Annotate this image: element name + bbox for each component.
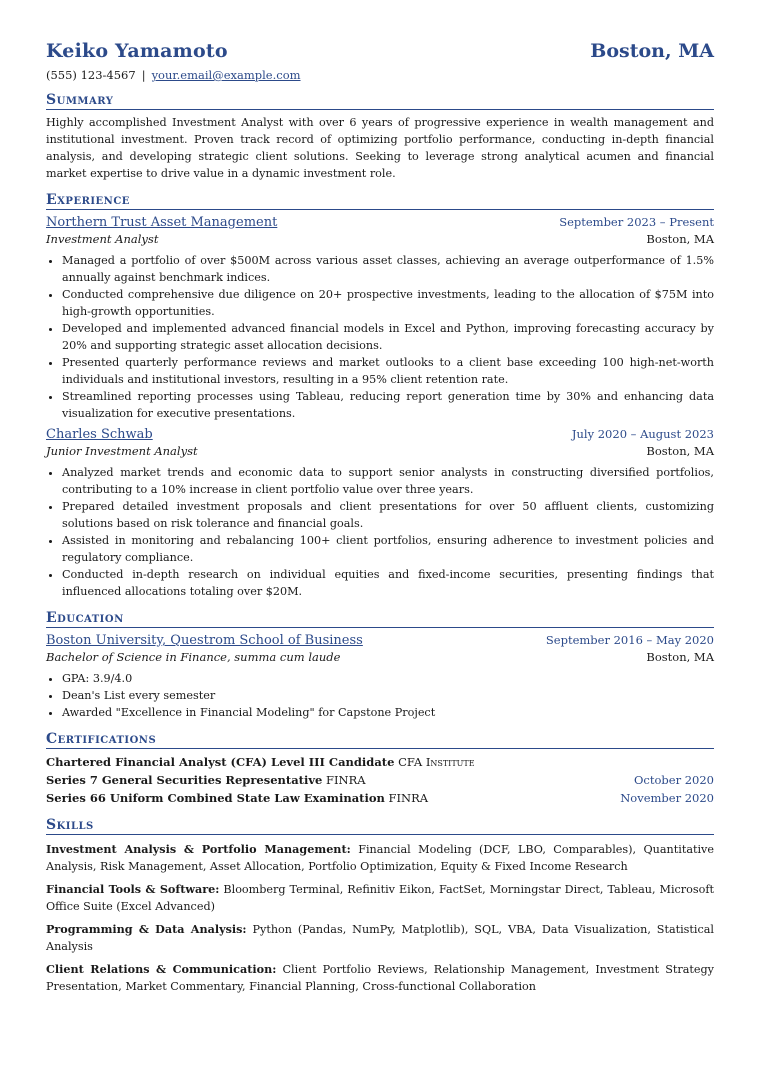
bullet-item: • Analyzed market trends and economic data to support senior analysts in constructing diversified portfolios, contributing to a 10% increase in client portfolio value over three years. [62, 464, 714, 498]
company-name[interactable]: Northern Trust Asset Management [46, 215, 278, 230]
education-bullets [46, 670, 714, 721]
certification-date: October 2020 [633, 773, 714, 787]
certification-date: November 2020 [620, 791, 714, 805]
bullet-item: • Conducted in-depth research on individual equities and fixed-income securities, presenting findings that influenced allocations totaling over $20M. [62, 566, 714, 600]
education-entry [46, 632, 714, 721]
email-link[interactable]: your.email@example.com [151, 68, 301, 82]
job-location: Boston, MA [646, 444, 714, 458]
bullet-item: • Awarded "Excellence in Financial Modeling" for Capstone Project [62, 704, 714, 721]
skill-group [46, 881, 714, 915]
certification-item [46, 789, 714, 807]
bullet-item: • Managed a portfolio of over $500M across various asset classes, achieving an average outperformance of 1.5% annually against benchmark indices. [62, 252, 714, 286]
education-dates: September 2016 – May 2020 [545, 633, 714, 647]
section-title-experience: Experience [46, 192, 714, 210]
certification-item [46, 753, 714, 771]
school-name[interactable]: Boston University, Questrom School of Business [46, 633, 363, 648]
candidate-location: Boston, MA [590, 40, 714, 62]
section-title-certifications: Certifications [46, 731, 714, 749]
bullet-item: • Conducted comprehensive due diligence on 20+ prospective investments, leading to the allocation of $75M into high-growth opportunities. [62, 286, 714, 320]
contact-separator: | [141, 68, 146, 82]
bullet-item: • GPA: 3.9/4.0 [62, 670, 714, 687]
skill-label: Investment Analysis & Portfolio Management: [46, 842, 351, 856]
job-dates: July 2020 – August 2023 [571, 427, 714, 441]
certification-issuer: FINRA [325, 773, 366, 787]
company-name[interactable]: Charles Schwab [46, 427, 153, 442]
certification-item [46, 771, 714, 789]
section-title-education: Education [46, 610, 714, 628]
skill-text: Python (Pandas, NumPy, Matplotlib), SQL, VBA, Data Visualization, Statistical Analysis [46, 923, 715, 953]
job-bullets [46, 464, 714, 600]
job-entry [46, 426, 714, 600]
job-role: Investment Analyst [46, 232, 159, 246]
skill-text: Client Portfolio Reviews, Relationship Management, Investment Strategy Presentation, Market Commentary, Financial Planning, Cross-functional Collaboration [46, 963, 714, 993]
skill-group [46, 921, 714, 955]
skill-text: Bloomberg Terminal, Refinitiv Eikon, FactSet, Morningstar Direct, Tableau, Microsoft Office Suite (Excel Advanced) [46, 883, 714, 913]
bullet-item: • Assisted in monitoring and rebalancing 100+ client portfolios, ensuring adherence to investment policies and regulatory compliance. [62, 532, 714, 566]
bullet-item: • Prepared detailed investment proposals and client presentations for over 50 affluent clients, customizing solutions based on risk tolerance and financial goals. [62, 498, 714, 532]
job-entry [46, 214, 714, 422]
bullet-item: • Streamlined reporting processes using Tableau, reducing report generation time by 30% and enhancing data visualization for executive presentations. [62, 388, 714, 422]
summary-text: Highly accomplished Investment Analyst with over 6 years of progressive experience in wealth management and institutional investment. Proven track record of optimizing portfolio performance, conducting in-depth financial analysis, and developing strategic client solutions. Seeking to leverage strong analytical acumen and financial market expertise to drive value in a dynamic investment role. [46, 116, 714, 180]
job-location: Boston, MA [646, 232, 714, 246]
job-dates: September 2023 – Present [559, 215, 714, 229]
section-title-skills: Skills [46, 817, 714, 835]
job-role: Junior Investment Analyst [46, 444, 198, 458]
certification-name: Series 66 Uniform Combined State Law Examination [46, 791, 385, 805]
skill-label: Programming & Data Analysis: [46, 922, 247, 936]
contact-line [46, 68, 714, 82]
degree: Bachelor of Science in Finance, summa cum laude [46, 650, 341, 664]
skill-group [46, 961, 714, 995]
certification-issuer: CFA Institute [398, 755, 475, 769]
bullet-item: • Dean's List every semester [62, 687, 714, 704]
skill-text: Financial Modeling (DCF, LBO, Comparables), Quantitative Analysis, Risk Management, Asset Allocation, Portfolio Optimization, Equity & Fixed Income Research [46, 843, 715, 873]
certification-list [46, 753, 714, 807]
skill-label: Financial Tools & Software: [46, 882, 220, 896]
certification-name: Chartered Financial Analyst (CFA) Level III Candidate [46, 755, 395, 769]
candidate-name: Keiko Yamamoto [46, 40, 228, 62]
phone-number: (555) 123-4567 [46, 68, 136, 82]
resume-header [46, 40, 714, 62]
bullet-item: • Presented quarterly performance reviews and market outlooks to a client base exceeding 100 high-net-worth individuals and institutional investors, resulting in a 95% client retention rate. [62, 354, 714, 388]
skill-label: Client Relations & Communication: [46, 962, 277, 976]
job-bullets [46, 252, 714, 422]
bullet-item: • Developed and implemented advanced financial models in Excel and Python, improving forecasting accuracy by 20% and supporting strategic asset allocation decisions. [62, 320, 714, 354]
certification-name: Series 7 General Securities Representative [46, 773, 323, 787]
section-title-summary: Summary [46, 92, 714, 110]
education-location: Boston, MA [646, 650, 714, 664]
certification-issuer: FINRA [388, 791, 429, 805]
skill-group [46, 841, 714, 875]
